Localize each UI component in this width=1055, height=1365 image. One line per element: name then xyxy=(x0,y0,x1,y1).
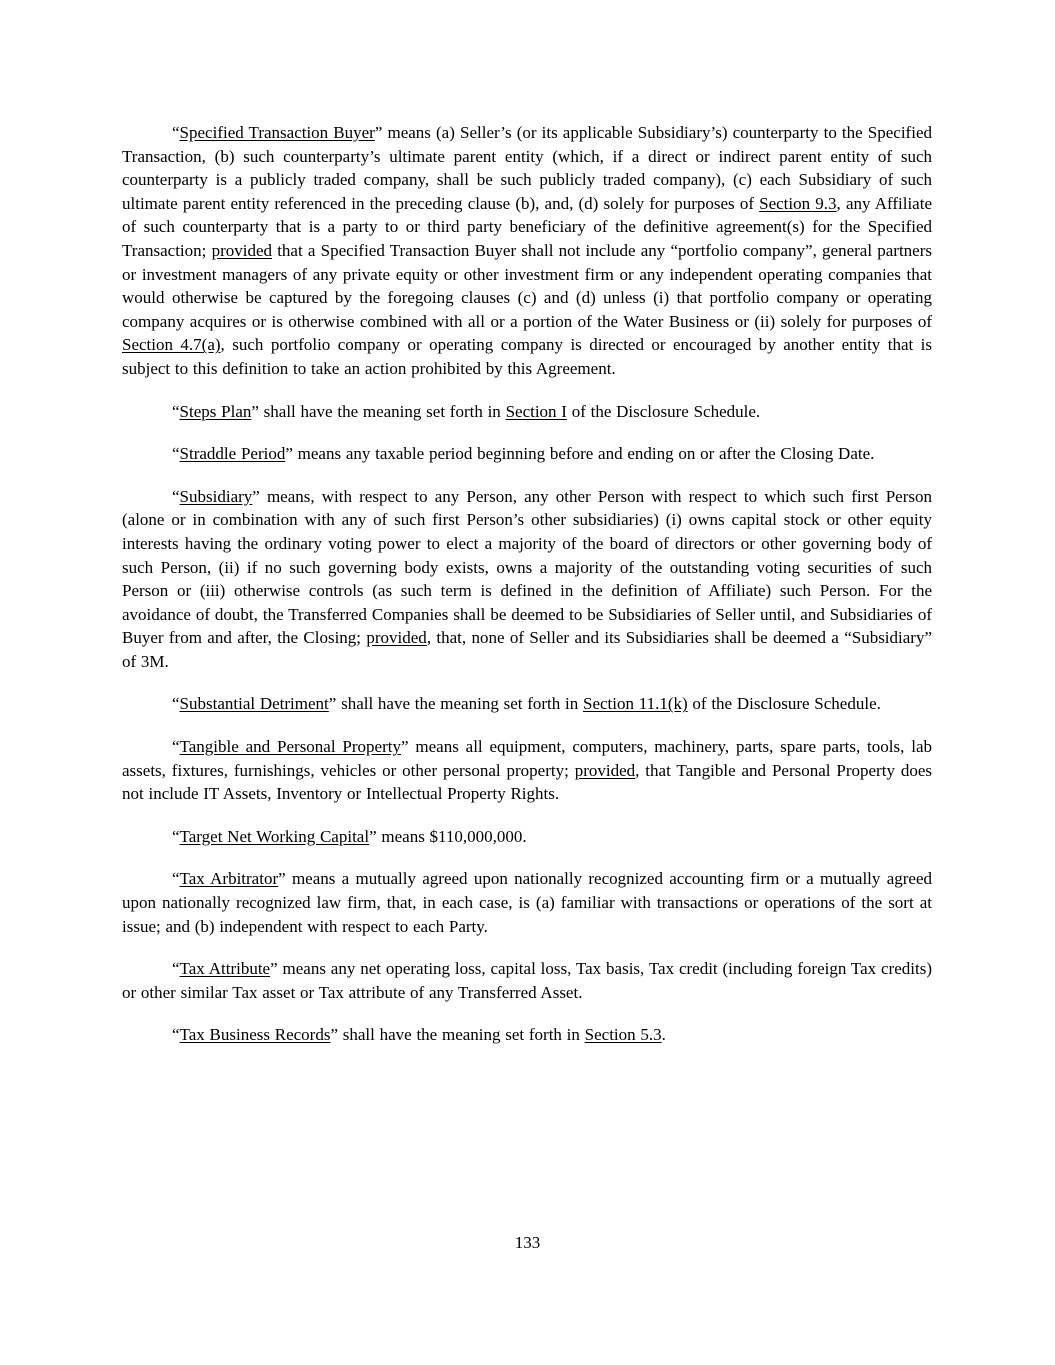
paragraph xyxy=(122,121,932,381)
section-ref: Section 4.7(a) xyxy=(122,335,221,355)
defined-term: Subsidiary xyxy=(179,486,253,506)
defined-term: Tangible and Personal Property xyxy=(179,737,401,757)
section-ref: Section I xyxy=(505,401,567,421)
section-ref: Section 11.1(k) xyxy=(582,694,688,714)
text-run: ” means any net operating loss, capital loss, Tax basis, Tax credit (including foreign Tax credits) or other similar Tax asset or Tax attribute of any Transferred Asset. xyxy=(122,959,932,1002)
defined-term: Target Net Working Capital xyxy=(179,826,370,846)
text-run: . xyxy=(661,1025,666,1045)
text-run: ” means (a) Seller’s (or its applicable Subsidiary’s) counterparty to the Specified Transaction, (b) such counterparty’s ultimate parent entity (which, if a direct or indirect parent entity of such counterparty is a publicly traded company, shall be such publicly traded company), (c) each Subsidiary of such ultimate parent entity referenced in the preceding clause (b), and, (d) solely for purposes of xyxy=(122,123,932,213)
defined-term: Tax Business Records xyxy=(179,1025,331,1045)
text-run: “ xyxy=(172,486,180,506)
proviso-term: provided xyxy=(211,240,273,260)
defined-term: Tax Arbitrator xyxy=(179,869,279,889)
section-ref: Section 5.3 xyxy=(584,1025,662,1045)
text-run: of the Disclosure Schedule. xyxy=(566,401,761,421)
paragraph xyxy=(122,400,932,424)
paragraph xyxy=(122,442,932,466)
text-run: ” shall have the meaning set forth in xyxy=(328,694,583,714)
section-ref: Section 9.3 xyxy=(759,193,837,213)
paragraph xyxy=(122,735,932,806)
text-run: “ xyxy=(172,401,180,421)
text-run: “ xyxy=(172,959,180,979)
paragraph xyxy=(122,485,932,674)
proviso-term: provided xyxy=(574,760,636,780)
text-run: ” means $110,000,000. xyxy=(369,826,527,846)
text-run: ” shall have the meaning set forth in xyxy=(330,1025,585,1045)
defined-term: Substantial Detriment xyxy=(179,694,329,714)
text-run: , such portfolio company or operating company is directed or encouraged by another entity that is subject to this definition to take an action prohibited by this Agreement. xyxy=(122,335,933,378)
text-run: ” means any taxable period beginning before and ending on or after the Closing Date. xyxy=(285,444,875,464)
text-run: “ xyxy=(172,694,180,714)
text-run: “ xyxy=(172,123,180,142)
text-run: ” means all equipment, computers, machinery, parts, spare parts, tools, lab assets, fixtures, furnishings, vehicles or other personal property; xyxy=(122,737,932,780)
paragraph xyxy=(122,825,932,849)
paragraph xyxy=(122,692,932,716)
paragraph xyxy=(122,957,932,1004)
text-run: ” means a mutually agreed upon nationally recognized accounting firm or a mutually agreed upon nationally recognized law firm, that, in each case, is (a) familiar with transactions or operations of the sort at issue; and (b) independent with respect to each Party. xyxy=(122,869,932,936)
document-body xyxy=(122,121,932,1066)
text-run: “ xyxy=(172,444,180,464)
text-run: “ xyxy=(172,869,180,889)
text-run: of the Disclosure Schedule. xyxy=(687,694,881,714)
defined-term: Tax Attribute xyxy=(179,959,271,979)
text-run: ” shall have the meaning set forth in xyxy=(251,401,506,421)
text-run: “ xyxy=(172,1025,180,1045)
paragraph xyxy=(122,867,932,938)
text-run: , that, none of Seller and its Subsidiaries shall be deemed a “Subsidiary” of 3M. xyxy=(122,628,933,671)
text-run: that a Specified Transaction Buyer shall not include any “portfolio company”, general partners or investment managers of any private equity or other investment firm or any independent operating companies that would otherwise be captured by the foregoing clauses (c) and (d) unless (i) that portfolio company or operating company acquires or is otherwise combined with all or a portion of the Water Business or (ii) solely for purposes of xyxy=(122,240,933,331)
defined-term: Steps Plan xyxy=(179,401,252,421)
text-run: “ xyxy=(172,737,180,757)
text-run: “ xyxy=(172,826,180,846)
text-run: , that Tangible and Personal Property does not include IT Assets, Inventory or Intellectual Property Rights. xyxy=(122,760,932,804)
proviso-term: provided xyxy=(366,628,427,648)
text-run: ” means, with respect to any Person, any other Person with respect to which such first Person (alone or in combination with any of such first Person’s other subsidiaries) (i) owns capital stock or other equity interests having the ordinary voting power to elect a majority of the board of directors or other governing body of such Person, (ii) if no such governing body exists, owns a majority of the outstanding voting securities of such Person or (iii) otherwise controls (as such term is defined in the definition of Affiliate) such Person. For the avoidance of doubt, the Transferred Companies shall be deemed to be Subsidiaries of Seller until, and Subsidiaries of Buyer from and after, the Closing; xyxy=(122,486,932,648)
defined-term: Specified Transaction Buyer xyxy=(179,123,375,142)
page-number: 133 xyxy=(514,1233,541,1252)
text-run: , any Affiliate of such counterparty that is a party to or third party beneficiary of the definitive agreement(s) for the Specified Transaction; xyxy=(122,193,932,260)
defined-term: Straddle Period xyxy=(179,444,286,464)
paragraph xyxy=(122,1023,932,1047)
